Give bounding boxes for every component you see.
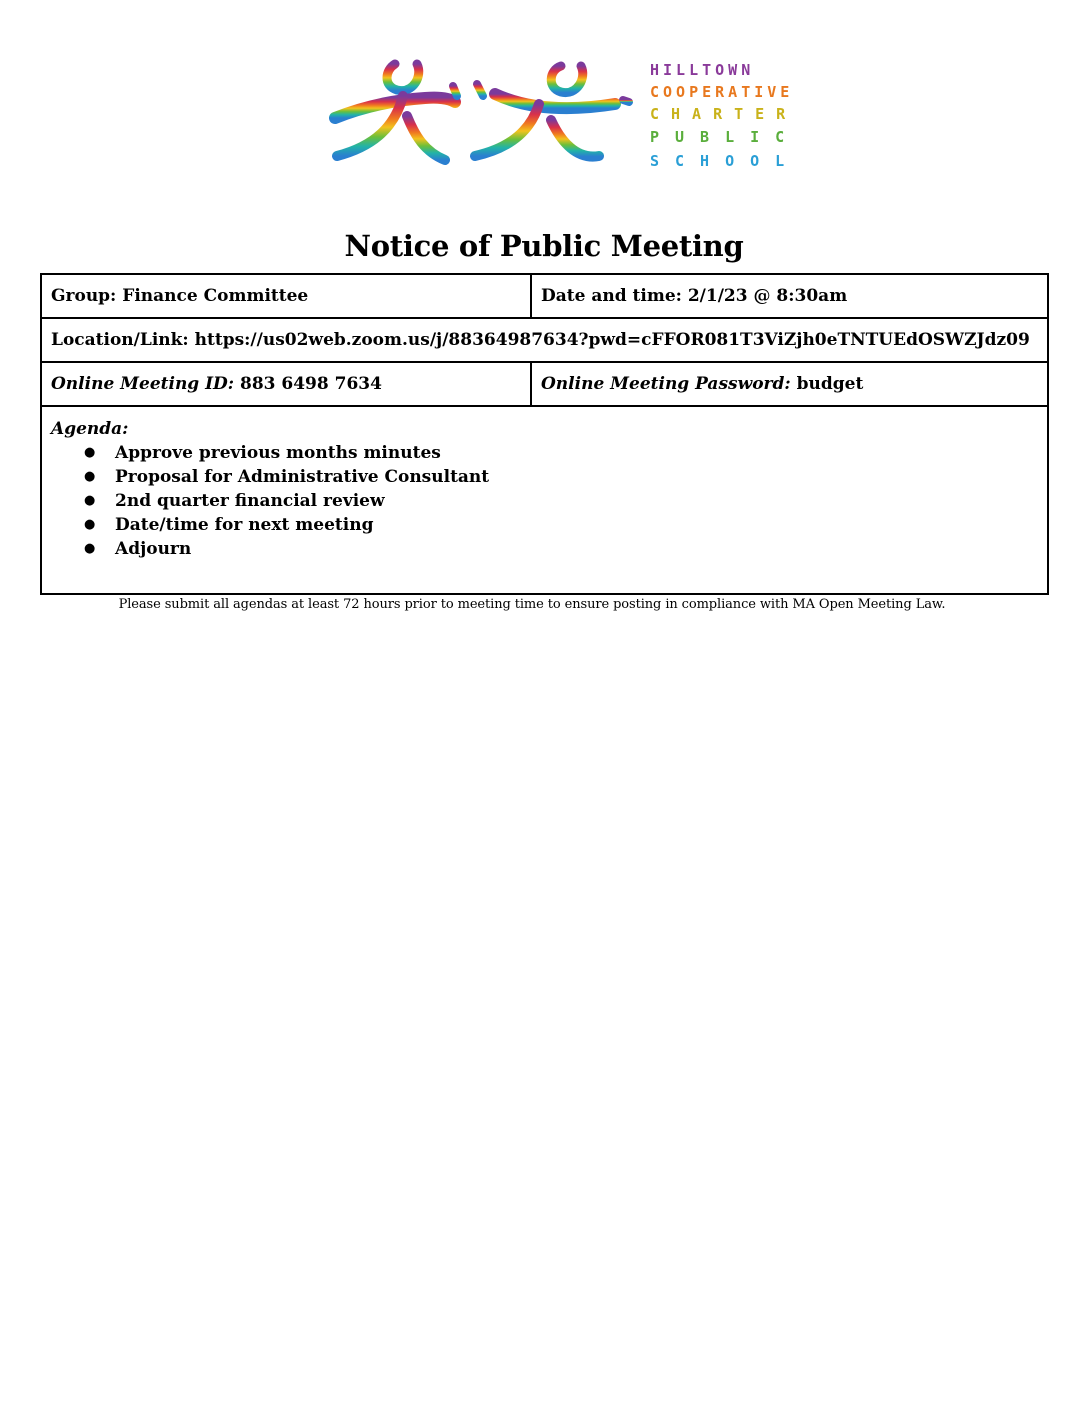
bullet-icon: ● (84, 517, 96, 532)
children-figures-icon (335, 64, 629, 160)
logo-line-3: CHARTER (650, 105, 798, 123)
bullet-icon: ● (84, 469, 96, 484)
list-item (51, 513, 1038, 537)
password-cell (531, 362, 1048, 406)
school-logo (325, 56, 801, 178)
page-title: Notice of Public Meeting (344, 229, 744, 263)
list-item (51, 537, 1038, 561)
datetime-cell (531, 274, 1048, 318)
location-cell (41, 318, 1048, 362)
list-item (51, 465, 1038, 489)
agenda-item: Proposal for Administrative Consultant (115, 467, 490, 487)
location-link[interactable]: https://us02web.zoom.us/j/88364987634?pwd=cFFOR081T3ViZjh0eTNTUEdOSWZJdz09 (194, 330, 1030, 350)
logo-line-5: SCHOOL (650, 152, 801, 170)
bullet-icon: ● (84, 493, 96, 508)
logo-line-2: COOPERATIVE (650, 83, 794, 101)
agenda-item: 2nd quarter financial review (115, 491, 385, 511)
group-cell (41, 274, 531, 318)
list-item (51, 441, 1038, 465)
logo-line-4: PUBLIC (650, 128, 801, 146)
agenda-item: Date/time for next meeting (115, 515, 374, 535)
meeting-id-value: 883 6498 7634 (240, 374, 382, 394)
meeting-id-cell (41, 362, 531, 406)
location-label: Location/Link: (51, 330, 189, 350)
meeting-details-table (40, 273, 1049, 595)
table-row (41, 318, 1048, 362)
password-value: budget (796, 374, 864, 394)
list-item (51, 489, 1038, 513)
meeting-id-label: Online Meeting ID: (51, 374, 235, 394)
agenda-item: Adjourn (115, 539, 192, 559)
table-row (41, 274, 1048, 318)
bullet-icon: ● (84, 445, 96, 460)
agenda-heading: Agenda: (51, 419, 129, 439)
agenda-list (51, 441, 1038, 561)
footnote: Please submit all agendas at least 72 hours prior to meeting time to ensure posting in compliance with MA Open Meeting Law. (118, 597, 946, 612)
password-label: Online Meeting Password: (541, 374, 791, 394)
table-row (41, 406, 1048, 594)
bullet-icon: ● (84, 541, 96, 556)
group-value: Finance Committee (122, 286, 309, 306)
group-label: Group: (51, 286, 117, 306)
table-row (41, 362, 1048, 406)
datetime-value: 2/1/23 @ 8:30am (687, 286, 848, 306)
logo-line-1: HILLTOWN (650, 61, 755, 79)
agenda-item: Approve previous months minutes (115, 443, 441, 463)
agenda-cell (41, 406, 1048, 594)
datetime-label: Date and time: (541, 286, 682, 306)
